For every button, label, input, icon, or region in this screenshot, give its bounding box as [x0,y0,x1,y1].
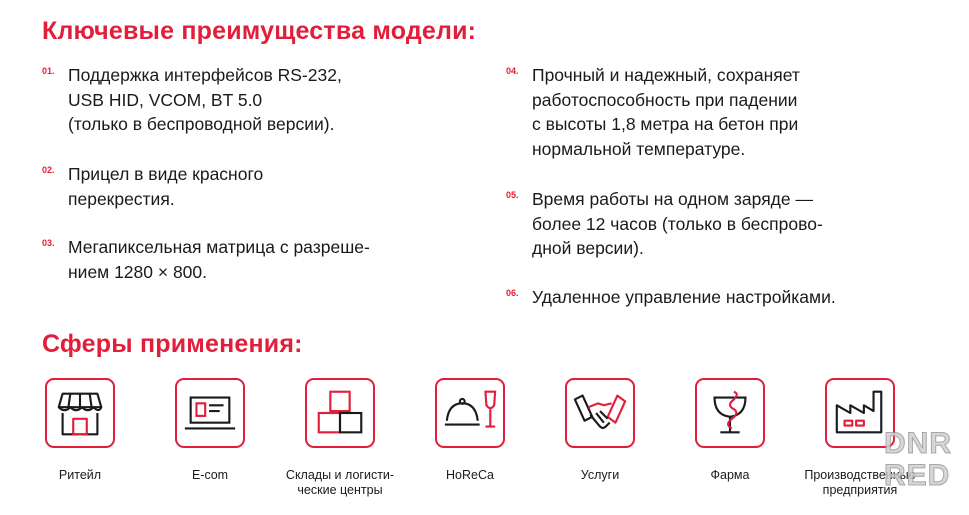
feature-item-05 [506,187,823,261]
feature-text: Мегапиксельная матрица с разреше- нием 1280 × 800. [68,237,370,282]
sphere-label: Производственные предприятия [804,468,916,497]
feature-text: Прочный и надежный, сохраняет работоспособность при падении с высоты 1,8 метра на бетон при нормальной температуре. [532,65,800,159]
sphere-warehouses [275,378,405,498]
feature-item-01 [42,63,342,137]
feature-text: Поддержка интерфейсов RS-232, USB HID, VCOM, BT 5.0 (только в беспроводной версии). [68,65,342,134]
feature-text: Удаленное управление настройками. [532,287,836,307]
pharmacy-bowl-icon [695,378,765,448]
store-icon [45,378,115,448]
feature-item-02 [42,162,263,211]
feature-text: Прицел в виде красного перекрестия. [68,164,264,209]
sphere-label: Услуги [580,468,620,482]
monitor-icon [175,378,245,448]
sphere-label: Склады и логисти- ческие центры [285,468,395,497]
feature-number: 01. [42,66,55,76]
sphere-horeca [405,378,535,483]
sphere-label: E-com [191,468,229,482]
sphere-retail [15,378,145,483]
feature-text: Время работы на одном заряде — более 12 часов (только в беспрово- дной версии). [532,189,823,258]
cloche-glass-icon [435,378,505,448]
feature-number: 02. [42,165,55,175]
feature-item-06 [506,285,836,310]
sphere-label: Ритейл [58,468,102,482]
watermark-logo: DNR RED [884,427,952,492]
sphere-label: Фарма [710,468,750,482]
spheres-heading: Сферы применения: [42,330,303,358]
sphere-ecom [145,378,275,483]
boxes-icon [305,378,375,448]
feature-item-04 [506,63,800,161]
feature-number: 04. [506,66,519,76]
feature-item-03 [42,235,370,284]
handshake-icon [565,378,635,448]
sphere-pharma [665,378,795,483]
sphere-services [535,378,665,483]
feature-number: 05. [506,190,519,200]
advantages-heading: Ключевые преимущества модели: [42,17,477,45]
feature-number: 06. [506,288,519,298]
sphere-label: HoReCa [446,468,494,482]
feature-number: 03. [42,238,55,248]
